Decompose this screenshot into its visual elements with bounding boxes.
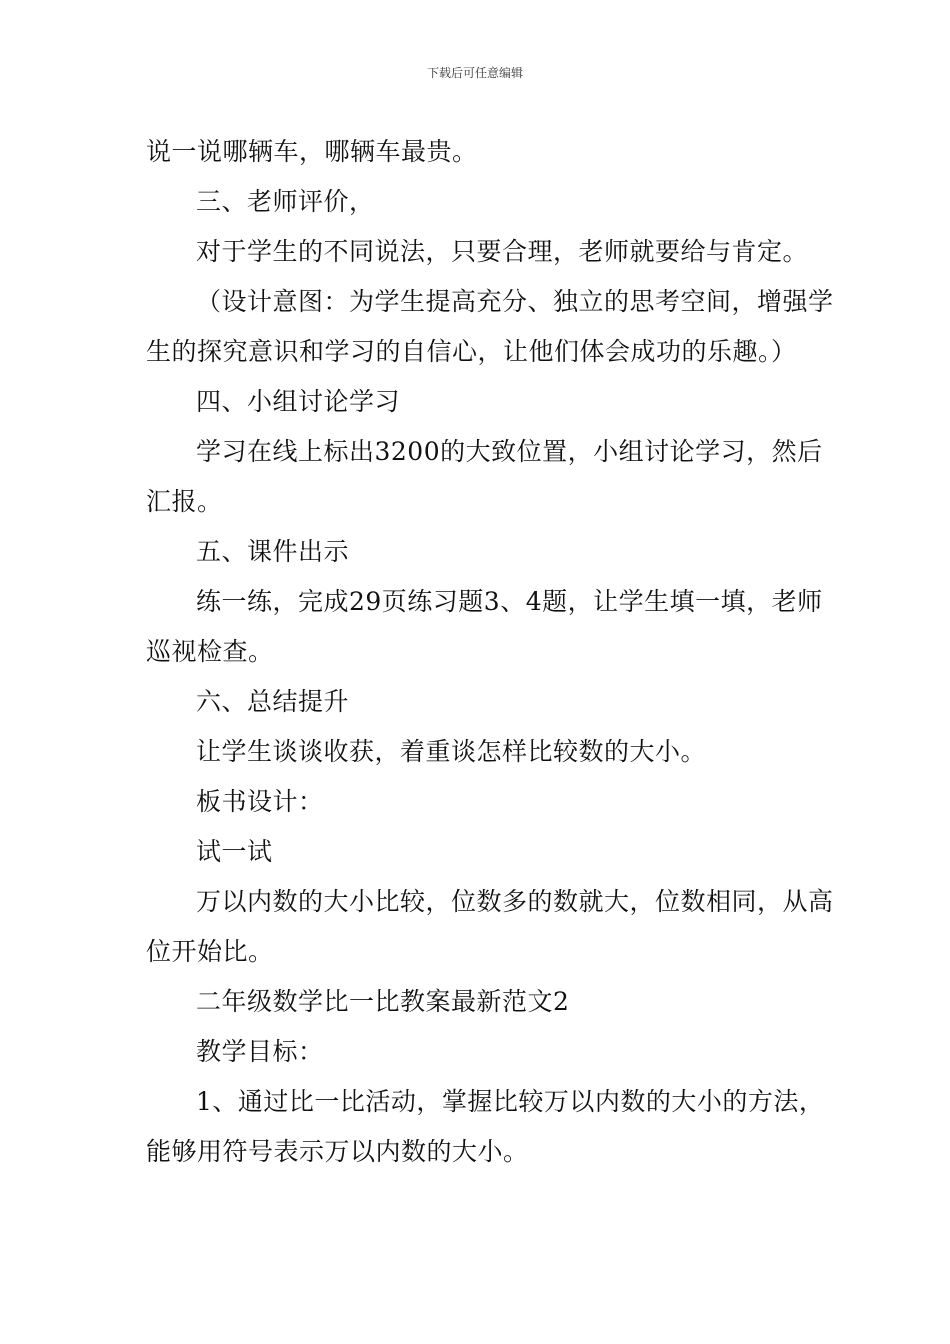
paragraph-3: 对于学生的不同说法，只要合理，老师就要给与肯定。 [196,237,809,266]
paragraph-13: 万以内数的大小比较，位数多的数就大，位数相同，从高位开始比。 [146,887,834,966]
paragraph-2: 三、老师评价， [196,187,375,216]
paragraph-16: 1、通过比一比活动，掌握比较万以内数的大小的方法，能够用符号表示万以内数的大小。 [146,1087,825,1166]
paragraph-5: 四、小组讨论学习 [196,387,401,416]
paragraph-4: （设计意图：为学生提高充分、独立的思考空间，增强学生的探究意识和学习的自信心，让他们体会成功的乐趣。） [146,287,834,366]
header-note: 下载后可任意编辑 [426,66,523,80]
paragraph-7: 五、课件出示 [196,537,350,566]
paragraph-6: 学习在线上标出3200的大致位置，小组讨论学习，然后汇报。 [146,437,823,516]
document-body [146,127,846,1177]
page-header [0,64,950,81]
paragraph-12: 试一试 [196,837,273,866]
paragraph-15: 教学目标： [196,1037,324,1066]
paragraph-1: 说一说哪辆车，哪辆车最贵。 [146,137,478,166]
paragraph-14: 二年级数学比一比教案最新范文2 [196,987,570,1016]
paragraph-8: 练一练，完成29页练习题3、4题，让学生填一填，老师巡视检查。 [146,587,823,666]
paragraph-11: 板书设计： [196,787,324,816]
paragraph-9: 六、总结提升 [196,687,350,716]
paragraph-10: 让学生谈谈收获，着重谈怎样比较数的大小。 [196,737,707,766]
